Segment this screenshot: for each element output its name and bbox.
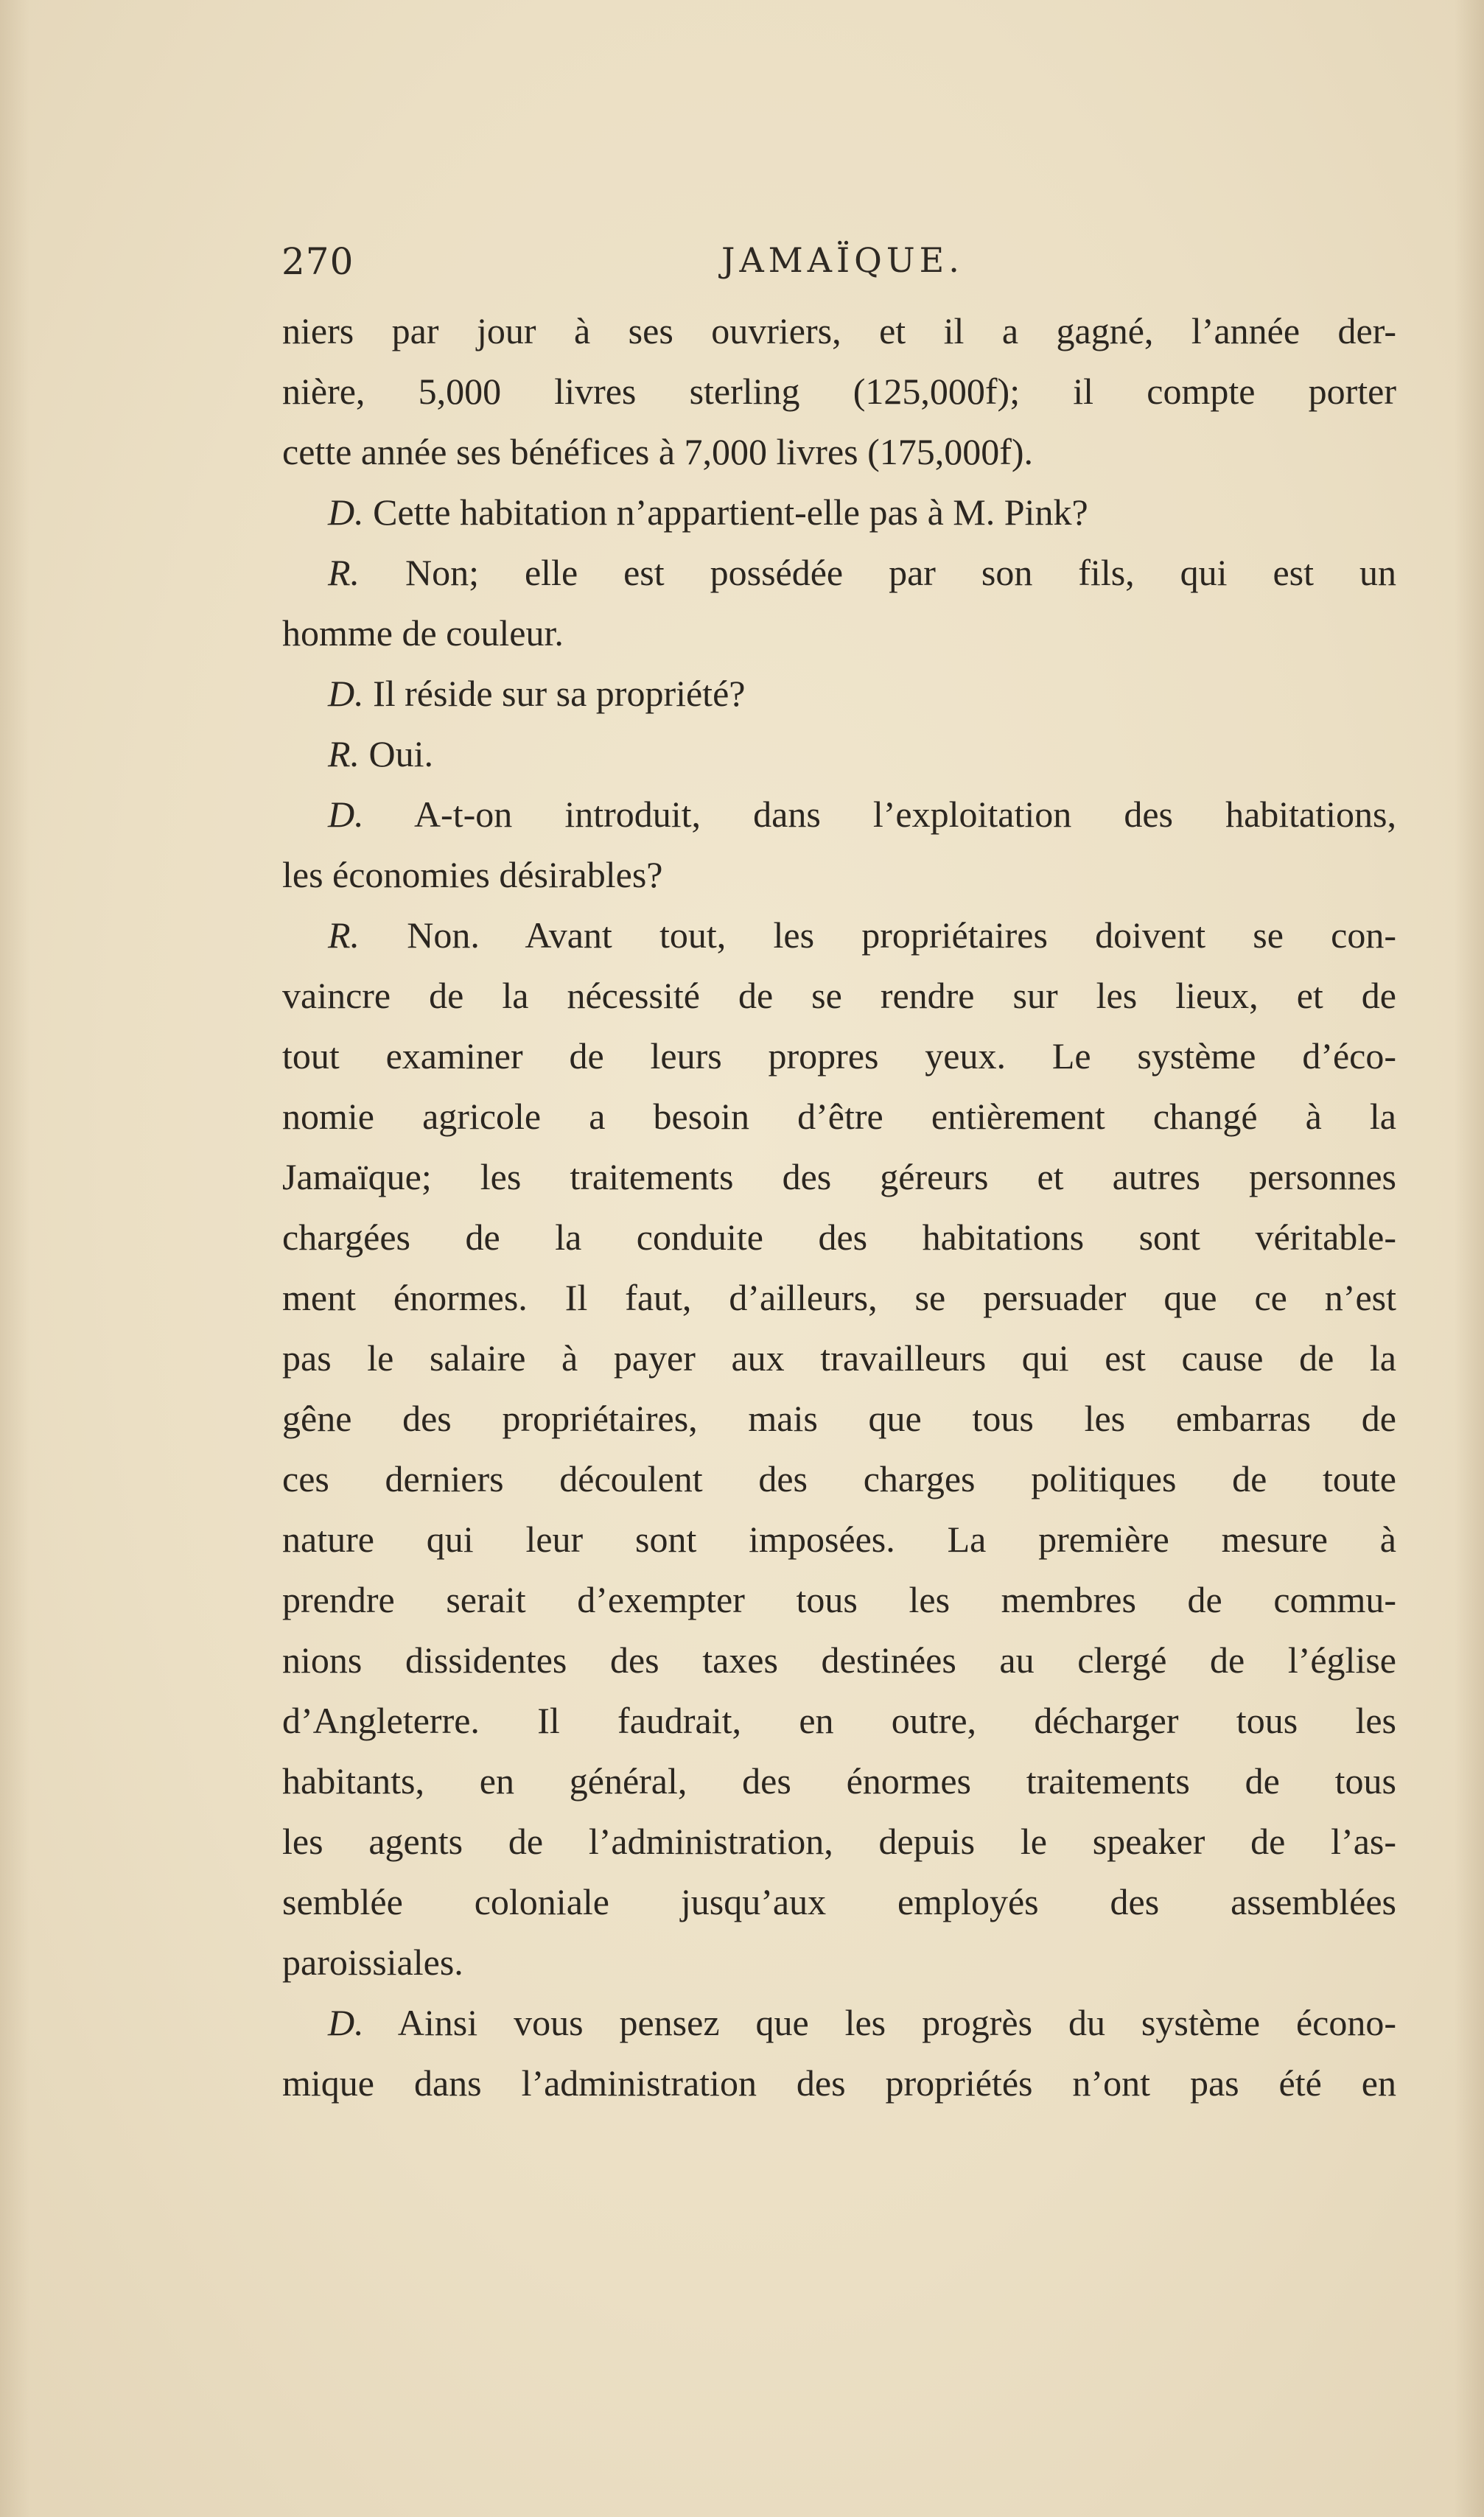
speaker-label: D.: [328, 491, 364, 533]
text-line: [282, 1569, 1396, 1630]
text-line: [282, 1147, 1396, 1207]
text-line: [282, 1267, 1396, 1328]
line-text: Oui.: [368, 733, 434, 774]
text-line: [282, 421, 1396, 482]
line-text: Ainsi vous pensez que les progrès du système écono-: [397, 2002, 1396, 2043]
line-text: chargées de la conduite des habitations sont véritable-: [282, 1217, 1396, 1258]
running-head: JAMAÏQUE.: [721, 240, 964, 280]
dialogue-line: [282, 542, 1396, 603]
dialogue-line: [282, 905, 1396, 965]
dialogue-line: [282, 663, 1396, 724]
line-text: cette année ses bénéfices à 7,000 livres (175,000f).: [282, 431, 1034, 472]
text-line: [282, 361, 1396, 421]
line-text: nière, 5,000 livres sterling (125,000f); il compte porter: [282, 371, 1396, 412]
line-text: Il réside sur sa propriété?: [373, 673, 746, 714]
text-line: [282, 1811, 1396, 1872]
text-line: [282, 1872, 1396, 1932]
line-text: d’Angleterre. Il faudrait, en outre, décharger tous les: [282, 1700, 1396, 1741]
line-text: semblée coloniale jusqu’aux employés des assemblées: [282, 1881, 1396, 1922]
dialogue-line: [282, 482, 1396, 542]
speaker-label: D.: [328, 2002, 364, 2043]
line-text: Non; elle est possédée par son fils, qui est un: [405, 552, 1396, 593]
line-text: vaincre de la nécessité de se rendre sur les lieux, et de: [282, 975, 1396, 1016]
line-text: pas le salaire à payer aux travailleurs qui est cause de la: [282, 1337, 1396, 1379]
page-right-edge-shadow: [1455, 0, 1484, 2517]
speaker-label: D.: [328, 673, 364, 714]
page-header: [281, 240, 1401, 299]
line-text: ces derniers découlent des charges politiques de toute: [282, 1458, 1396, 1499]
line-text: nature qui leur sont imposées. La première mesure à: [282, 1519, 1396, 1560]
dialogue-line: [282, 1992, 1396, 2053]
line-text: paroissiales.: [282, 1942, 463, 1983]
line-text: Non. Avant tout, les propriétaires doivent se con-: [407, 914, 1397, 956]
text-line: [282, 301, 1396, 361]
dialogue-line: [282, 724, 1396, 784]
line-text: A-t-on introduit, dans l’exploitation des habitations,: [413, 794, 1396, 835]
speaker-label: R.: [328, 733, 360, 774]
line-text: habitants, en général, des énormes traitements de tous: [282, 1760, 1396, 1802]
page-left-edge-shadow: [0, 0, 29, 2517]
speaker-label: R.: [328, 552, 360, 593]
text-line: [282, 1932, 1396, 1992]
text-line: [282, 965, 1396, 1026]
line-text: ment énormes. Il faut, d’ailleurs, se persuader que ce n’est: [282, 1277, 1396, 1318]
speaker-label: D.: [328, 794, 364, 835]
dialogue-line: [282, 784, 1396, 844]
line-text: tout examiner de leurs propres yeux. Le système d’éco-: [282, 1035, 1396, 1077]
line-text: prendre serait d’exempter tous les membres de commu-: [282, 1579, 1396, 1620]
text-line: [282, 603, 1396, 663]
speaker-label: R.: [328, 914, 360, 956]
line-text: gêne des propriétaires, mais que tous les embarras de: [282, 1398, 1396, 1439]
text-line: [282, 844, 1396, 905]
page-number: 270: [281, 240, 354, 283]
line-text: Cette habitation n’appartient-elle pas à M. Pink?: [373, 491, 1088, 533]
text-line: [282, 1086, 1396, 1147]
line-text: les économies désirables?: [282, 854, 663, 895]
line-text: niers par jour à ses ouvriers, et il a gagné, l’année der-: [282, 310, 1396, 351]
text-line: [282, 1630, 1396, 1690]
line-text: homme de couleur.: [282, 612, 564, 654]
line-text: mique dans l’administration des propriétés n’ont pas été en: [282, 2062, 1396, 2104]
text-line: [282, 1509, 1396, 1569]
line-text: nions dissidentes des taxes destinées au clergé de l’église: [282, 1639, 1396, 1681]
text-line: [282, 1690, 1396, 1751]
body-text: [282, 301, 1396, 2113]
text-line: [282, 1328, 1396, 1388]
text-line: [282, 1026, 1396, 1086]
line-text: les agents de l’administration, depuis le speaker de l’as-: [282, 1821, 1396, 1862]
text-line: [282, 1388, 1396, 1449]
text-line: [282, 1449, 1396, 1509]
text-line: [282, 1207, 1396, 1267]
line-text: nomie agricole a besoin d’être entièrement changé à la: [282, 1096, 1396, 1137]
line-text: Jamaïque; les traitements des géreurs et autres personnes: [282, 1156, 1396, 1197]
text-line: [282, 2053, 1396, 2113]
text-line: [282, 1751, 1396, 1811]
